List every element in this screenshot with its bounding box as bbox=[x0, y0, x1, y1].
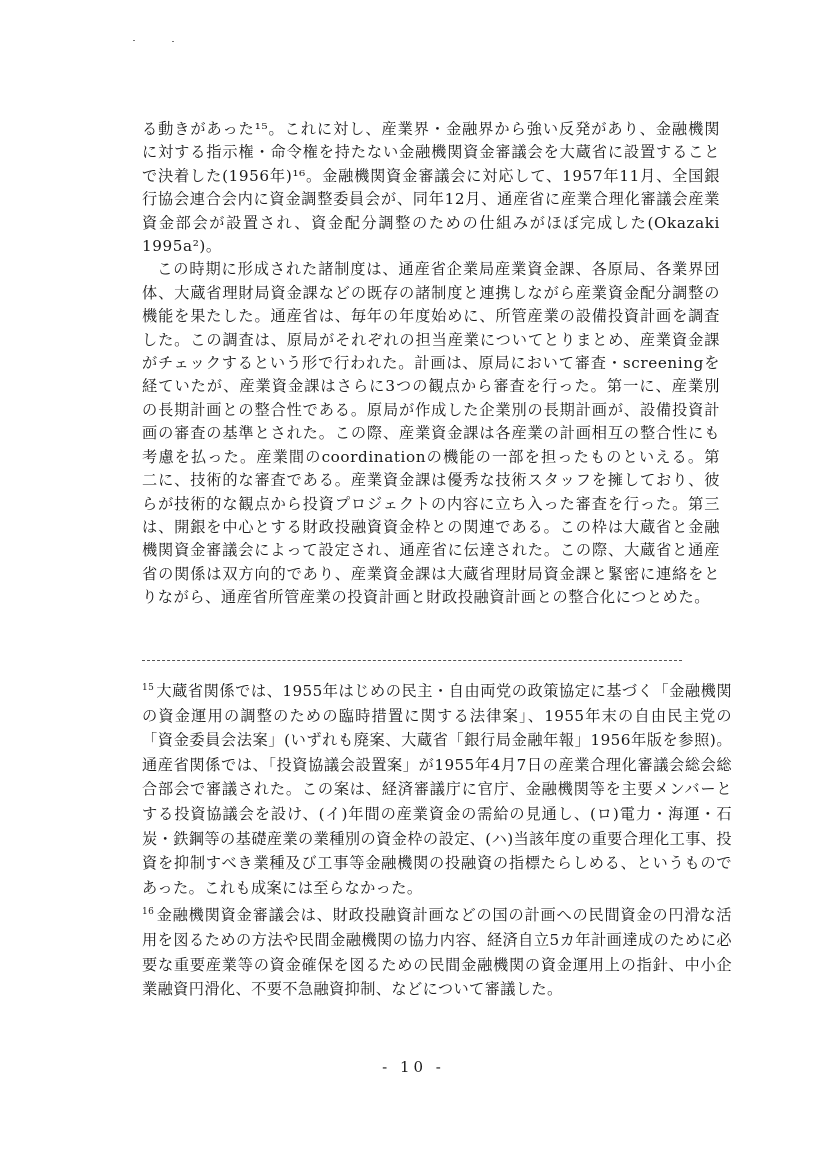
footnote-15 bbox=[142, 676, 732, 900]
main-body-text bbox=[142, 118, 720, 610]
body-paragraph-1: る動きがあった¹⁵。これに対し、産業界・金融界から強い反発があり、金融機関に対する指示権・命令権を持たない金融機関資金審議会を大蔵省に設置することで決着した(1956年)¹⁶。金融機関資金審議会に対応して、1957年11月、全国銀行協会連合会内に資金調整委員会が、同年12月、通産省に産業合理化審議会産業資金部会が設置され、資金配分調整のための仕組みがほぼ完成した(Okazaki 1995a²)。 bbox=[142, 120, 720, 256]
footnote-15-text: 大蔵省関係では、1955年はじめの民主・自由両党の政策協定に基づく「金融機関の資金運用の調整のための臨時措置に関する法律案」、1955年末の自由民主党の「資金委員会法案」(いずれも廃案、大蔵省「銀行局金融年報」1956年版を参照)。通産省関係では、「投資協議会設置案」が1955年4月7日の産業合理化審議会総会総合部会で審議された。この案は、経済審議庁に官庁、金融機関等を主要メンバーとする投資協議会を設け、(イ)年間の産業資金の需給の見通し、(ロ)電力・海運・石炭・鉄鋼等の基礎産業の業種別の資金枠の設定、(ハ)当該年度の重要合理化工事、投資を抑制すべき業種及び工事等金融機関の投融資の指標たらしめる、というものであった。これも成案には至らなかった。 bbox=[142, 682, 732, 897]
footnote-16-mark: 16 bbox=[142, 907, 155, 918]
footnote-15-mark: 15 bbox=[142, 683, 155, 693]
scan-speck bbox=[133, 40, 135, 41]
footnote-16 bbox=[142, 900, 732, 1001]
footnote-16-text: 金融機関資金審議会は、財政投融資計画などの国の計画への民間資金の円滑な活用を図るための方法や民間金融機関の協力内容、経済自立5カ年計画達成のために必要な重要産業等の資金確保を図るための民間金融機関の資金運用上の指針、中小企業融資円滑化、不要不急融資抑制、などについて審議した。 bbox=[142, 906, 732, 999]
page-number: - 10 - bbox=[382, 1058, 445, 1076]
scan-speck bbox=[172, 41, 174, 42]
footnote-separator bbox=[142, 660, 682, 661]
footnotes bbox=[142, 676, 732, 1002]
body-paragraph-2: この時期に形成された諸制度は、通産省企業局産業資金課、各原局、各業界団体、大蔵省理財局資金課などの既存の諸制度と連携しながら産業資金配分調整の機能を果たした。通産省は、毎年の年度始めに、所管産業の設備投資計画を調査した。この調査は、原局がそれぞれの担当産業についてとりまとめ、産業資金課がチェックするという形で行われた。計画は、原局において審査・screeningを経ていたが、産業資金課はさらに3つの観点から審査を行った。第一に、産業別の長期計画との整合性である。原局が作成した企業別の長期計画が、設備投資計画の審査の基準とされた。この際、産業資金課は各産業の計画相互の整合性にも考慮を払った。産業間のcoordinationの機能の一部を担ったものといえる。第二に、技術的な審査である。産業資金課は優秀な技術スタッフを擁しており、彼らが技術的な観点から投資プロジェクトの内容に立ち入った審査を行った。第三は、開銀を中心とする財政投融資資金枠との関連である。この枠は大蔵省と金融機関資金審議会によって設定され、通産省に伝達された。この際、大蔵省と通産省の関係は双方向的であり、産業資金課は大蔵省理財局資金課と緊密に連絡をとりながら、通産省所管産業の投資計画と財政投融資計画との整合化につとめた。 bbox=[142, 260, 720, 607]
